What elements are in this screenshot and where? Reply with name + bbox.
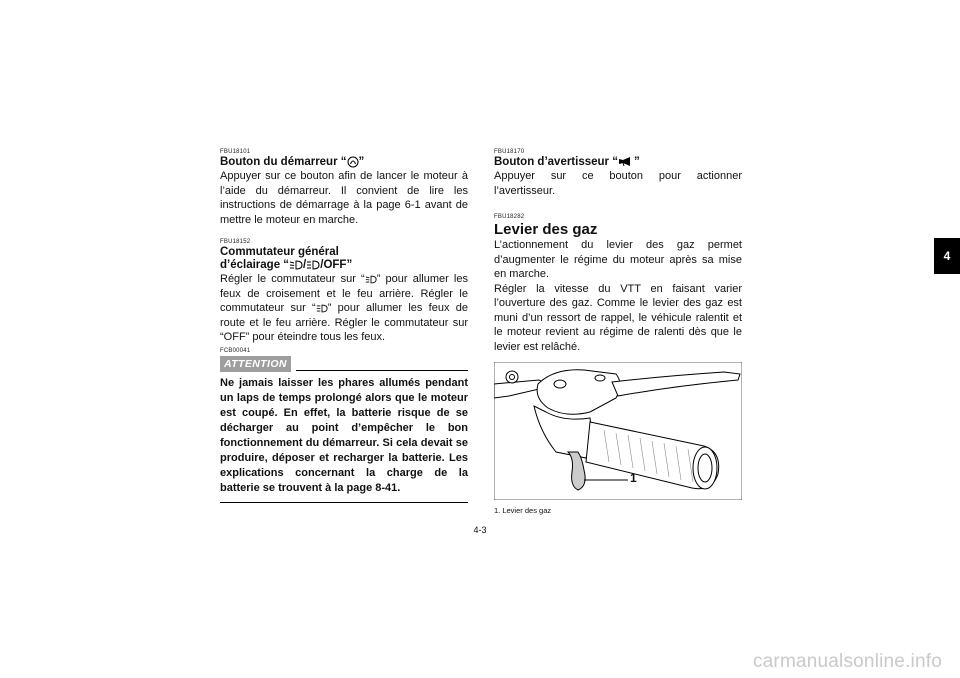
attention-text: Ne jamais laisser les phares allumés pendant un laps de temps prolongé alors que le moteur est coupé. En effet, la batterie risque de se décharger au point d’empêcher le bon fonctionnement du démarreur. Si cela devait se produire, déposer et recharger la batterie. Les explications concernant la charge de la batterie se trouvent à la page 8-41.	[220, 376, 468, 494]
low-beam-icon	[289, 260, 303, 270]
starter-icon	[347, 156, 359, 168]
starter-description: Appuyer sur ce bouton afin de lancer le moteur à l’aide du démarreur. Il convient de lire les instructions de démarrage à la page 6-1 avant de mettre le moteur en marche.	[220, 170, 468, 226]
page-number: 4-3	[473, 525, 487, 535]
section-code: FBU18170	[494, 149, 525, 155]
section-title-starter: Bouton du démarreur “ ”	[220, 156, 365, 169]
section-title-horn: Bouton d’avertisseur “ ”	[494, 156, 640, 168]
section-code: FBU18152	[220, 239, 251, 246]
attention-code: FCB00041	[220, 347, 251, 354]
horn-description: Appuyer sur ce bouton pour actionner l’avertisseur.	[494, 170, 742, 197]
high-beam-icon	[306, 260, 320, 270]
low-beam-icon	[365, 275, 377, 284]
throttle-illustration	[494, 362, 742, 500]
attention-header	[220, 356, 468, 372]
section-code: FBU18282	[494, 214, 525, 220]
figure-callout-1: 1	[630, 471, 637, 485]
throttle-paragraph-2: Régler la vitesse du VTT en faisant varier l’ouverture des gaz. Comme le levier des gaz est muni d’un ressort de rappel, le véhicule ralentit et le moteur revient au régime de ralenti dès que le levier est relâché.	[494, 282, 742, 353]
chapter-tab: 4	[934, 238, 960, 274]
section-title-throttle: Levier des gaz	[494, 221, 598, 238]
horn-icon	[618, 156, 634, 167]
section-title-light-switch: Commutateur général d’éclairage “ / /OFF”	[220, 246, 353, 272]
section-code: FBU18101	[220, 149, 251, 155]
figure-caption: 1. Levier des gaz	[494, 506, 552, 515]
attention-bottom-rule	[220, 502, 468, 503]
attention-label: ATTENTION	[220, 356, 291, 372]
throttle-paragraph-1: L’actionnement du levier des gaz permet d’augmenter le régime du moteur après sa mise en marche.	[494, 239, 742, 280]
light-switch-description: Régler le commutateur sur “ ” pour allumer les feux de croisement et le feu arrière. Régler le commutateur sur “ ” pour allumer les feux de route et le feu arrière. Régler le commutateur sur “OFF” pour éteindre tous les feux.	[220, 273, 468, 344]
attention-rule	[296, 370, 468, 371]
left-column	[220, 149, 468, 503]
high-beam-icon	[316, 304, 328, 313]
right-column	[494, 149, 742, 515]
throttle-figure	[494, 362, 742, 500]
watermark: carmanualsonline.info	[752, 651, 942, 672]
